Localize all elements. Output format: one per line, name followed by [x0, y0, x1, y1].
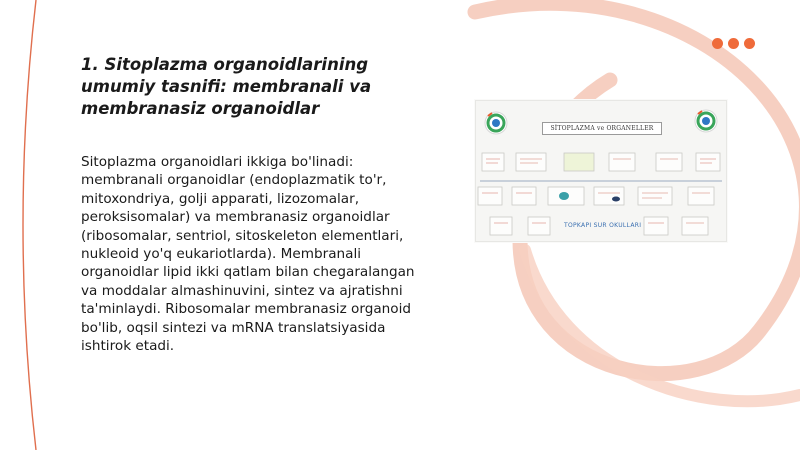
slide-title: 1. Sitoplazma organoidlarining umumiy tasnifi: membranali va membranasiz organoidlar [81, 55, 372, 118]
diagram-title: SİTOPLAZMA ve ORGANELLER [542, 122, 662, 135]
left-edge-arc [23, 0, 36, 450]
diagram-row-1 [482, 153, 720, 171]
organelle-diagram-image [475, 100, 727, 242]
slide-body-text: Sitoplazma organoidlari ikkiga bo'linadi: membranali organoidlar (endoplazmatik to'r, mitoxondriya, golji apparati, lizozomalar, peroksisomalar) va membranasiz organoidlar (ribosomalar, sentriol, sitoskeleton elementlari, nukleoid yo'q eukariotlarda). Membranali organoidlar lipid ikki qatlam bilan chegaralangan va moddalar almashinuvini, sintez va ajratishni ta'minlaydi. Ribosomalar membranasiz organoid bo'lib, oqsil sintezi va mRNA translatsiyasida ishtirok etadi. [81, 154, 415, 355]
diagram-footer: TOPKAPI SUR OKULLARI [564, 222, 642, 229]
diagram-row-2 [478, 187, 714, 205]
right-logo-icon [695, 110, 717, 132]
menu-dots-icon [712, 38, 755, 49]
left-logo-icon [485, 112, 507, 134]
